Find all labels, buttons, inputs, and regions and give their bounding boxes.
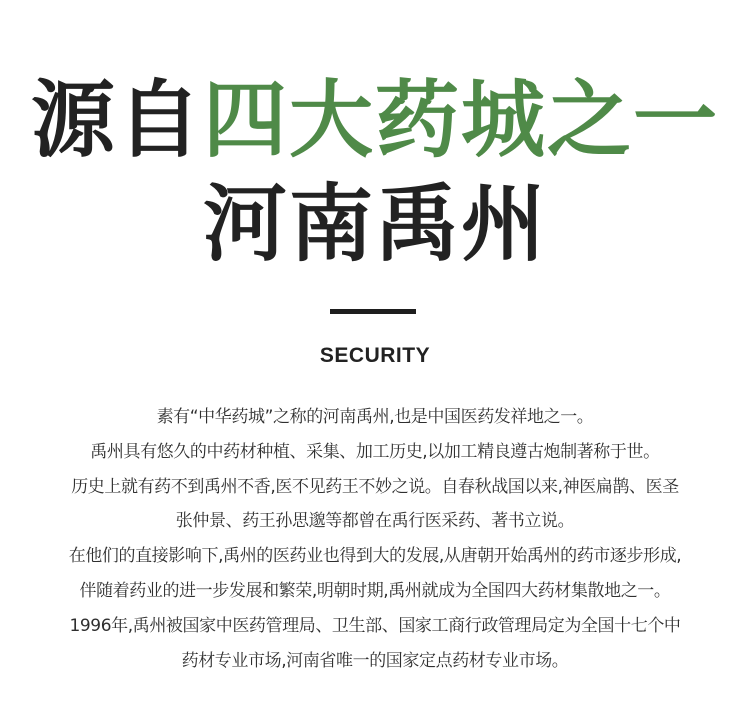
intro-paragraph bbox=[0, 400, 750, 678]
headline-dark-text: 源自 bbox=[30, 71, 203, 169]
paragraph-line: 1996年,禹州被国家中医药管理局、卫生部、国家工商行政管理局定为全国十七个中 bbox=[69, 615, 681, 636]
headline-line-1 bbox=[0, 72, 750, 168]
paragraph-line: 药材专业市场,河南省唯一的国家定点药材专业市场。 bbox=[181, 650, 569, 671]
divider bbox=[330, 309, 416, 314]
paragraph-line: 张仲景、药王孙思邈等都曾在禹行医采药、著书立说。 bbox=[175, 511, 575, 532]
paragraph-line: 在他们的直接影响下,禹州的医药业也得到大的发展,从唐朝开始禹州的药市逐步形成, bbox=[68, 546, 682, 567]
paragraph-line: 历史上就有药不到禹州不香,医不见药王不妙之说。自春秋战国以来,神医扁鹊、医圣 bbox=[71, 476, 679, 497]
paragraph-line: 禹州具有悠久的中药材种植、采集、加工历史,以加工精良遵古炮制著称于世。 bbox=[90, 441, 660, 462]
headline-line-2: 河南禹州 bbox=[202, 175, 547, 273]
paragraph-line: 素有“中华药城”之称的河南禹州,也是中国医药发祥地之一。 bbox=[156, 407, 594, 427]
headline-green-text: 四大药城之一 bbox=[203, 71, 720, 169]
paragraph-line: 伴随着药业的进一步发展和繁荣,明朝时期,禹州就成为全国四大药材集散地之一。 bbox=[79, 580, 671, 601]
subtitle: SECURITY bbox=[319, 344, 431, 367]
